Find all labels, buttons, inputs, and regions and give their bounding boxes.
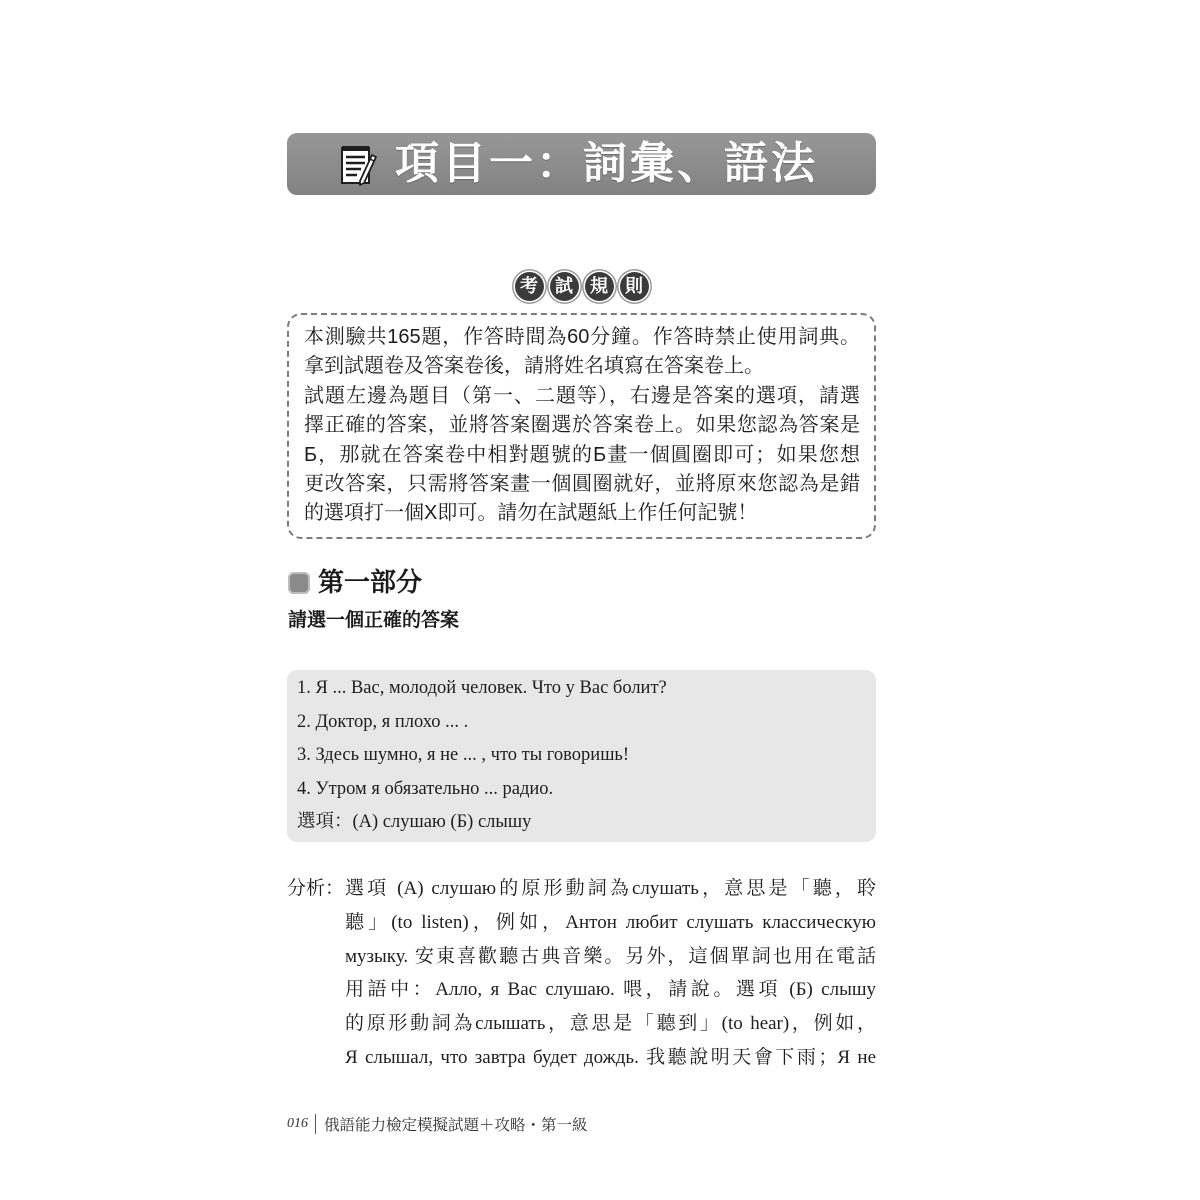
- book-title: 俄語能力檢定模擬試題＋攻略・第一級: [324, 1117, 588, 1134]
- page-number: 016: [287, 1116, 308, 1131]
- analysis-line: музыку. 安東喜歡聽古典音樂。另外，這個單詞也用在電話: [345, 945, 876, 967]
- analysis-line: Я слышал, что завтра будет дождь. 我聽說明天會下雨；Я не: [345, 1046, 876, 1068]
- notepad-icon: [339, 143, 379, 187]
- rules-heading-char: 則: [620, 272, 649, 301]
- section-title: 第一部分: [318, 568, 423, 597]
- question-box: [287, 670, 876, 842]
- section-heading: [287, 568, 876, 600]
- footer-divider: [315, 1114, 316, 1134]
- question-item: 3. Здесь шумно, я не ... , что ты говоришь!: [297, 745, 630, 766]
- analysis-body: [345, 872, 876, 1075]
- analysis-line: 的原形動詞為слышать，意思是「聽到」(to hear)，例如，: [345, 1013, 876, 1035]
- rules-line: 的選項打一個X即可。請勿在試題紙上作任何記號！: [304, 502, 758, 525]
- rules-line: 拿到試題卷及答案卷後，請將姓名填寫在答案卷上。: [304, 355, 764, 378]
- analysis-label: 分析：: [287, 878, 345, 899]
- rules-line: 更改答案，只需將答案畫一個圓圈就好，並將原來您認為是錯: [304, 472, 860, 495]
- rules-line: 本測驗共165題，作答時間為60分鐘。作答時禁止使用詞典。: [304, 326, 860, 348]
- question-item: 1. Я ... Вас, молодой человек. Что у Вас болит?: [297, 678, 667, 698]
- chapter-title-banner: [287, 133, 876, 195]
- rules-line: 試題左邊為題目（第一、二題等），右邊是答案的選項，請選: [304, 384, 860, 407]
- page-footer: [287, 1112, 588, 1136]
- analysis-line: 選項 (А) слушаю的原形動詞為слушать，意思是「聽，聆: [345, 878, 876, 899]
- answer-options: 選項：(А) слушаю (Б) слышу: [297, 812, 532, 833]
- section-instruction: 請選一個正確的答案: [288, 610, 460, 631]
- section-marker-icon: [288, 572, 310, 594]
- rules-line: 擇正確的答案，並將答案圈選於答案卷上。如果您認為答案是: [304, 414, 860, 437]
- exam-rules-heading: [287, 271, 876, 303]
- exam-rules-box: [287, 313, 876, 539]
- rules-heading-char: 規: [585, 272, 614, 301]
- rules-heading-char: 試: [550, 272, 579, 301]
- question-item: 4. Утром я обязательно ... радио.: [297, 778, 554, 799]
- question-item: 2. Доктор, я плохо ... .: [297, 711, 469, 732]
- analysis-line: 聽」(to listen)，例如，Антон любит слушать классическую: [345, 911, 876, 933]
- analysis-line: 用語中：Алло, я Вас слушаю. 喂，請說。選項 (Б) слышу: [345, 979, 876, 1001]
- rules-heading-char: 考: [515, 272, 544, 301]
- rules-line: Б，那就在答案卷中相對題號的Б畫一個圓圈即可；如果您想: [304, 443, 860, 466]
- book-page: [287, 0, 876, 1200]
- chapter-title: 項目一：詞彙、語法: [395, 139, 818, 188]
